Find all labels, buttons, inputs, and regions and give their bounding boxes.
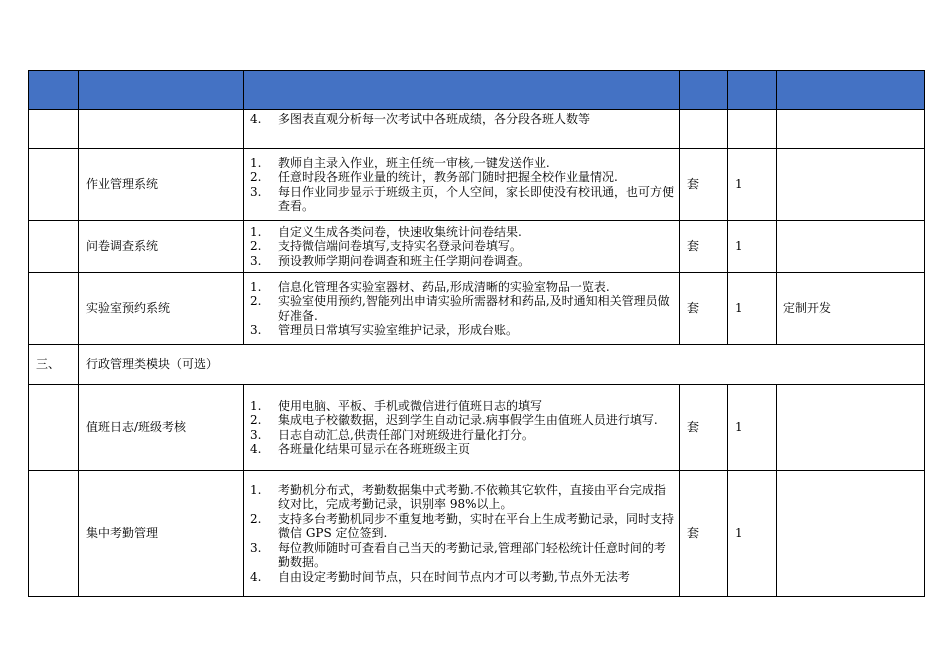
spec-table [28,70,925,597]
feature-item: 1. 信息化管理各实验室器材、药品,形成清晰的实验室物品一览表. [250,279,610,294]
feature-item: 1. 自定义生成各类问卷，快速收集统计问卷结果. [250,224,522,239]
qty-cell: 1 [728,471,777,597]
table-row [29,385,925,471]
feature-list-cell [244,471,680,597]
table-row [29,273,925,345]
note-cell: 定制开发 [777,273,925,345]
table-row [29,110,925,149]
feature-item: 2. 集成电子校徽数据，迟到学生自动记录.病事假学生由值班人员进行填写. [250,413,658,427]
feature-list [244,112,679,127]
unit-cell: 套 [680,273,728,345]
table-row [29,149,925,221]
section-row [29,345,925,385]
feature-item: 3. 管理员日常填写实验室维护记录，形成台账。 [250,323,519,337]
module-name [79,110,244,149]
qty-cell: 1 [728,273,777,345]
unit-cell: 套 [680,471,728,597]
header-cell [728,71,777,110]
unit-cell: 套 [680,221,728,273]
table-header-row [29,71,925,110]
note-cell [777,149,925,221]
feature-item: 4. 各班量化结果可显示在各班班级主页 [250,442,471,456]
feature-list-cell [244,110,680,149]
feature-list [244,280,679,338]
module-name: 问卷调查系统 [79,221,244,273]
feature-list-cell [244,149,680,221]
feature-item: 4. 多图表直观分析每一次考试中各班成绩，各分段各班人数等 [250,112,591,126]
unit-cell [680,110,728,149]
feature-item: 3. 预设教师学期问卷调查和班主任学期问卷调查。 [250,253,531,268]
feature-item: 1. 教师自主录入作业，班主任统一审核,一键发送作业. [250,155,550,170]
module-name: 集中考勤管理 [79,471,244,597]
section-number: 三、 [29,345,79,385]
module-name: 作业管理系统 [79,149,244,221]
module-name: 实验室预约系统 [79,273,244,345]
feature-item: 1. 考勤机分布式，考勤数据集中式考勤.不依赖其它软件，直接由平台完成指纹对比，完成考勤记录，识别率 98%以上。 [250,482,666,512]
header-cell [680,71,728,110]
note-cell [777,110,925,149]
header-cell [79,71,244,110]
note-cell [777,471,925,597]
unit-cell: 套 [680,385,728,471]
feature-item: 3. 日志自动汇总,供责任部门对班级进行量化打分。 [250,427,534,442]
header-cell [29,71,79,110]
feature-item: 3. 每位教师随时可查看自己当天的考勤记录,管理部门轻松统计任意时间的考勤数据。 [250,540,666,570]
qty-cell: 1 [728,385,777,471]
feature-list [244,156,679,214]
unit-cell: 套 [680,149,728,221]
header-cell [777,71,925,110]
qty-cell [728,110,777,149]
feature-list [244,399,679,457]
feature-item: 2. 支持多台考勤机同步不重复地考勤，实时在平台上生成考勤记录，同时支持微信 GPS 定位签到. [250,511,675,541]
feature-list-cell [244,273,680,345]
feature-list-cell [244,221,680,273]
feature-item: 3. 每日作业同步显示于班级主页，个人空间，家长即使没有校讯通，也可方便查看。 [250,184,675,213]
table-row [29,471,925,597]
feature-list-cell [244,385,680,471]
feature-item: 2. 实验室使用预约,智能列出申请实验所需器材和药品,及时通知相关管理员做好准备. [250,294,670,323]
section-title: 行政管理类模块（可选） [79,345,925,385]
qty-cell: 1 [728,221,777,273]
feature-item: 2. 支持微信端问卷填写,支持实名登录问卷填写。 [250,239,522,254]
note-cell [777,221,925,273]
header-cell [244,71,680,110]
note-cell [777,385,925,471]
table-row [29,221,925,273]
feature-item: 2. 任意时段各班作业量的统计，教务部门随时把握全校作业量情况. [250,170,618,184]
feature-item: 4. 自由设定考勤时间节点，只在时间节点内才可以考勤,节点外无法考 [250,569,630,584]
module-name: 值班日志/班级考核 [79,385,244,471]
qty-cell: 1 [728,149,777,221]
feature-list [244,483,679,585]
feature-item: 1. 使用电脑、平板、手机或微信进行值班日志的填写 [250,398,543,413]
feature-list [244,225,679,269]
